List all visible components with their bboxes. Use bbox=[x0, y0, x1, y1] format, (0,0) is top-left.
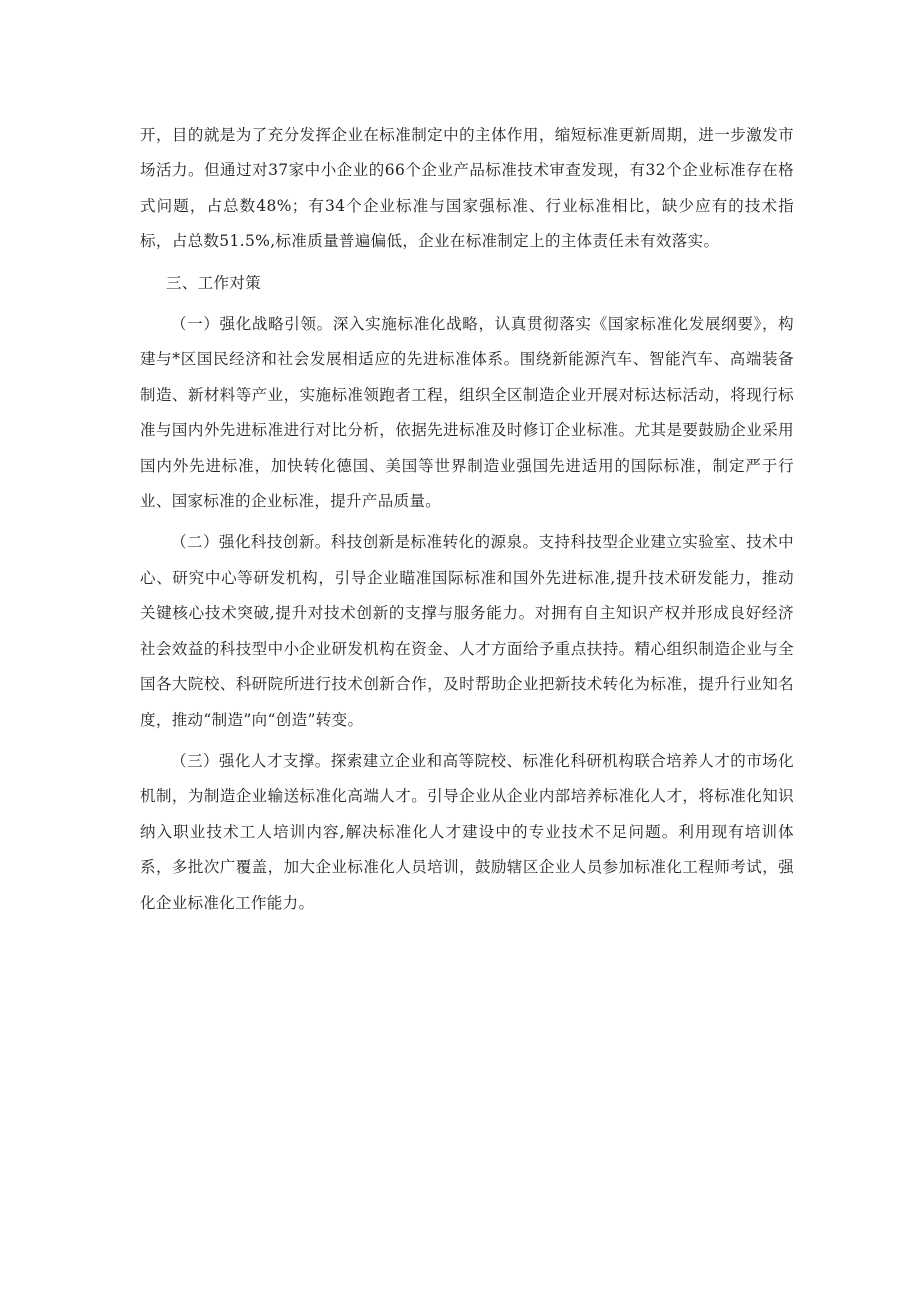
section-heading-countermeasures: 三、工作对策 bbox=[166, 273, 262, 292]
paragraph-innovation: （二）强化科技创新。科技创新是标准转化的源泉。支持科技型企业建立实验室、技术中心、研究中心等研发机构，引导企业瞄准国际标准和国外先进标准,提升技术研发能力，推动关键核心技术突破,提升对技术创新的支撑与服务能力。对拥有自主知识产权并形成良好经济社会效益的科技型中小企业研发机构在资金、人才方面给予重点扶持。精心组织制造企业与全国各大院校、科研院所进行技术创新合作，及时帮助企业把新技术转化为标准，提升行业知名度，推动“制造”向“创造”转变。 bbox=[140, 533, 794, 729]
document-body bbox=[140, 118, 794, 927]
paragraph-intro-continuation: 开，目的就是为了充分发挥企业在标准制定中的主体作用，缩短标准更新周期，进一步激发市场活力。但通过对37家中小企业的66个企业产品标准技术审查发现，有32个企业标准存在格式问题，占总数48%；有34个企业标准与国家强标准、行业标准相比，缺少应有的技术指标，占总数51.5%,标准质量普遍偏低，企业在标准制定上的主体责任未有效落实。 bbox=[140, 126, 794, 251]
paragraph-strategy: （一）强化战略引领。深入实施标准化战略，认真贯彻落实《国家标准化发展纲要》，构建与*区国民经济和社会发展相适应的先进标准体系。围绕新能源汽车、智能汽车、高端装备制造、新材料等产业，实施标准领跑者工程，组织全区制造企业开展对标达标活动，将现行标准与国内外先进标准进行对比分析，依据先进标准及时修订企业标准。尤其是要鼓励企业采用国内外先进标准，加快转化德国、美国等世界制造业强国先进适用的国际标准，制定严于行业、国家标准的企业标准，提升产品质量。 bbox=[140, 315, 794, 511]
paragraph-talent: （三）强化人才支撑。探索建立企业和高等院校、标准化科研机构联合培养人才的市场化机制，为制造企业输送标准化高端人才。引导企业从企业内部培养标准化人才，将标准化知识纳入职业技术工人培训内容,解决标准化人才建设中的专业技术不足问题。利用现有培训体系，多批次广覆盖，加大企业标准化人员培训，鼓励辖区企业人员参加标准化工程师考试，强化企业标准化工作能力。 bbox=[140, 751, 794, 912]
